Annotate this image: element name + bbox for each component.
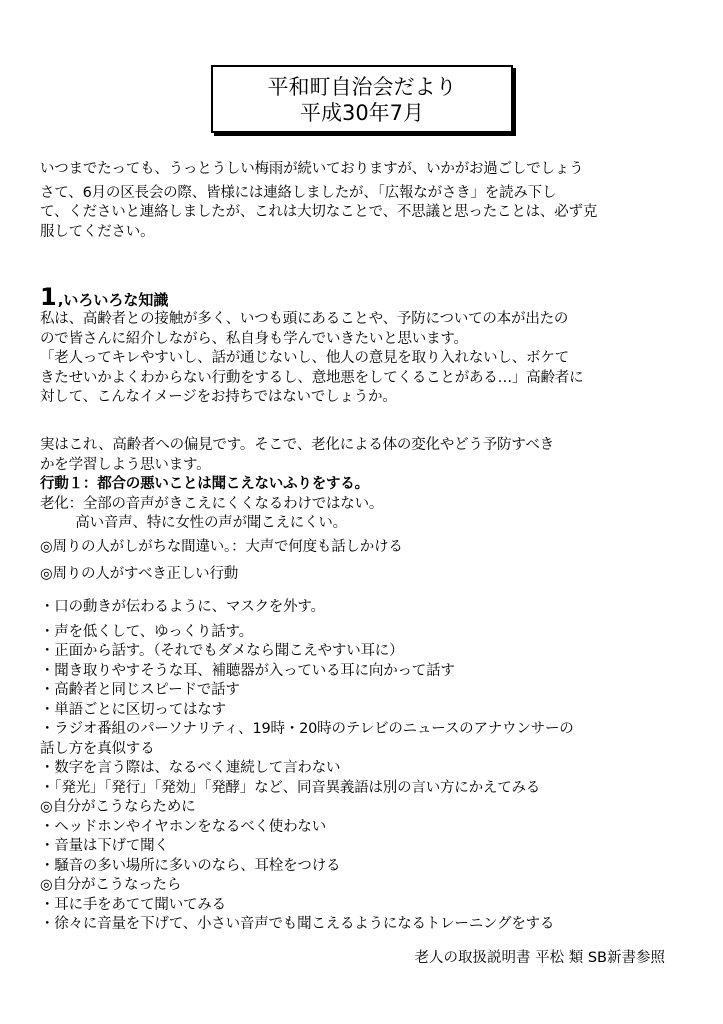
intro-line: いつまでたっても、うっとうしい梅雨が続いておりますが、いかがお過ごしでしょう xyxy=(40,161,584,177)
section-number: 1 xyxy=(40,283,57,311)
aging-line: 老化：全部の音声がきこえにくくなるわけではない。 xyxy=(40,495,384,512)
list-item: ・音量は下げて聞く xyxy=(40,838,169,854)
list-item: ・「発光」「発行」「発効」「発酵」など、同音異義語は別の言い方にかえてみる xyxy=(40,779,541,796)
section-title: ,いろいろな知識 xyxy=(57,291,169,309)
list-item: 話し方を真似する xyxy=(40,740,155,757)
list-item: ・口の動きが伝わるように、マスクを外す。 xyxy=(40,599,325,615)
title-box xyxy=(211,65,513,133)
paragraph-line: ので皆さんに紹介しながら、私自身も学んでいきたいと思います。 xyxy=(40,330,468,347)
list-item: ・騒音の多い場所に多いのなら、耳栓をつける xyxy=(40,857,341,874)
paragraph-line: 「老人ってキレやすいし、話が通じないし、他人の意見を取り入れないし、ボケて xyxy=(40,350,569,366)
tips-list xyxy=(40,598,690,935)
list-item: ・ヘッドホンやイヤホンをなるべく使わない xyxy=(40,818,326,835)
list-item: ・単語ごとに区切ってはなす xyxy=(40,701,226,718)
paragraph-line: かを学習しよう思います。 xyxy=(40,456,211,473)
correct-actions-heading: ◎周りの人がすべき正しい行動 xyxy=(40,566,239,582)
paragraph-line: きたせいかよくわからない行動をするし、意地悪をしてくることがある…」高齢者に xyxy=(40,369,584,386)
list-item: ・ラジオ番組のパーソナリティ、19時・20時のテレビのニュースのアナウンサーの xyxy=(40,721,574,737)
list-item: ・耳に手をあてて聞いてみる xyxy=(40,896,226,913)
paragraph-line: 対して、こんなイメージをお持ちではないでしょうか。 xyxy=(40,389,397,405)
list-item: ◎自分がこうなったら xyxy=(40,877,182,893)
intro-paragraph xyxy=(40,160,680,242)
aging-line: 高い音声、特に女性の声が聞こえにくい。 xyxy=(40,515,347,531)
newsletter-date: 平成30年7月 xyxy=(299,101,425,125)
list-item: ・高齢者と同じスピードで話す xyxy=(40,682,240,698)
action-label: 行動１：都合の悪いことは聞こえないふりをする。 xyxy=(40,476,369,492)
newsletter-title: 平和町自治会だより xyxy=(267,75,457,99)
list-item: ・聞き取りやすそうな耳、補聴器が入っている耳に向かって話す xyxy=(40,662,455,679)
section-heading xyxy=(40,283,168,311)
list-item: ・正面から話す。（それでもダメなら聞こえやすい耳に） xyxy=(40,643,404,659)
list-item: ・数字を言う際は、なるべく連続して言わない xyxy=(40,760,341,776)
intro-line: さて、6月の区長会の際、皆様には連絡しましたが、「広報ながさき」を読み下し xyxy=(40,184,557,201)
list-item: ・徐々に音量を下げて、小さい音声でも聞こえるようになるトレーニングをする xyxy=(40,916,555,932)
section-paragraph-2 xyxy=(40,436,680,585)
intro-line: 服してください。 xyxy=(40,223,155,240)
source-citation: 老人の取扱説明書 平松 類 SB新書参照 xyxy=(414,950,665,966)
list-item: ◎自分がこうならために xyxy=(40,799,196,815)
list-item: ・声を低くして、ゆっくり話す。 xyxy=(40,623,253,640)
paragraph-line: 私は、高齢者との接触が多く、いつも頭にあることや、予防についての本が出たの xyxy=(40,311,569,327)
section-paragraph-1 xyxy=(40,310,680,408)
intro-line: て、くださいと連絡しましたが、これは大切なことで、不思議と思ったことは、必ず克 xyxy=(40,204,598,220)
common-mistake: ◎周りの人がしがちな間違い。：大声で何度も話しかける xyxy=(40,538,403,555)
paragraph-line: 実はこれ、高齢者への偏見です。そこで、老化による体の変化やどう予防すべき xyxy=(40,437,554,453)
